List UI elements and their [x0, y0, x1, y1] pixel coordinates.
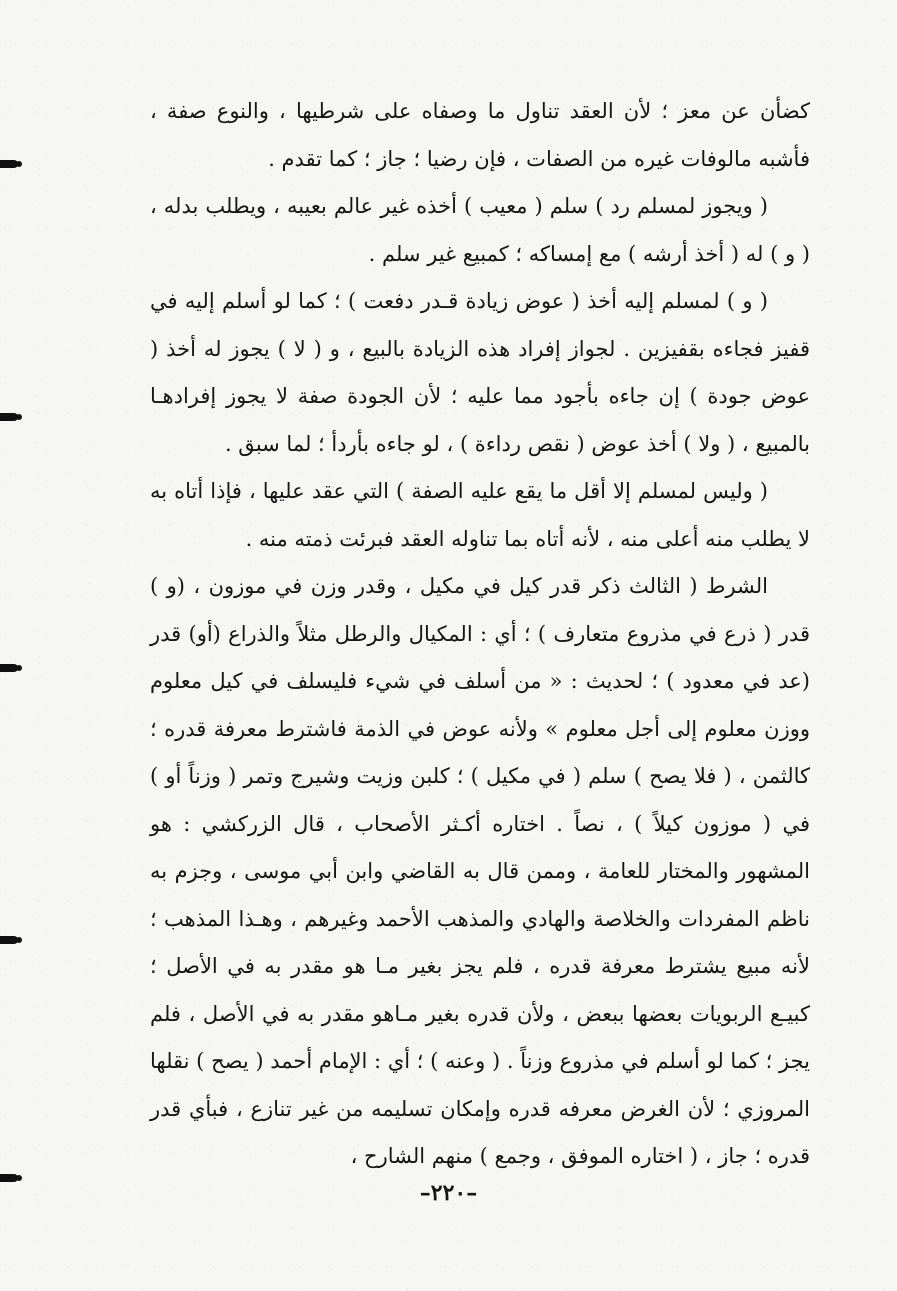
paragraph: ( وليس لمسلم إلا أقل ما يقع عليه الصفة ) التي عقد عليها ، فإذا أتاه به لا يطلب منه أعلى منه ، لأنه أتاه بما تناوله العقد فبرئت ذمته منه . [150, 479, 810, 551]
page-number: –٢٢٠– [419, 1180, 478, 1206]
body-text [150, 88, 810, 1181]
margin-tab-mark [0, 160, 18, 168]
paragraph: ( ويجوز لمسلم رد ) سلم ( معيب ) أخذه غير عالم بعيبه ، ويطلب بدله ، ( و ) له ( أخذ أرشه ) مع إمساكه ؛ كمبيع غير سلم . [150, 194, 810, 266]
margin-tab-mark [0, 664, 18, 672]
paragraph: الشرط ( الثالث ذكر قدر كيل في مكيل ، وقدر وزن في موزون ، (و ) قدر ( ذرع في مذروع متعارف ) ؛ أي : المكيال والرطل مثلاً والذراع (أو) قدر (عد في معدود ) ؛ لحديث : « من أسلف في شيء فليسلف في كيل معلوم ووزن معلوم إلى أجل معلوم » ولأنه عوض في الذمة فاشترط معرفة قدره ؛ كالثمن ، ( فلا يصح ) سلم ( في مكيل ) ؛ كلبن وزيت وشيرج وتمر ( وزناً أو ) في ( موزون كيلاً ) ، نصاً . اختاره أكـثر الأصحاب ، قال الزركشي : هو المشهور والمختار للعامة ، وممن قال به القاضي وابن أبي موسى ، وجزم به ناظم المفردات والخلاصة والهادي والمذهب الأحمد وغيرهم ، وهـذا المذهب ؛ لأنه مبيع يشترط معرفة قدره ، فلم يجز بغير مـا هو مقدر به في الأصل ؛ كبيـع الربويات بعضها ببعض ، ولأن قدره بغير مـاهو مقدر به في الأصل ، فلم يجز ؛ كما لو أسلم في مذروع وزناً . ( وعنه ) ؛ أي : الإمام أحمد ( يصح ) نقلها المروزي ؛ لأن الغرض معرفه قدره وإمكان تسليمه من غير تنازع ، فبأي قدر قدره ؛ جاز ، ( اختاره الموفق ، وجمع ) منهم الشارح ، [150, 574, 810, 1168]
paragraph: ( و ) لمسلم إليه أخذ ( عوض زيادة قـدر دفعت ) ؛ كما لو أسلم إليه في قفيز فجاءه بقفيزين . لجواز إفراد هذه الزيادة بالبيع ، و ( لا ) يجوز له أخذ ( عوض جودة ) إن جاءه بأجود مما عليه ؛ لأن الجودة صفة لا يجوز إفرادهـا بالمبيع ، ( ولا ) أخذ عوض ( نقص رداءة ) ، لو جاءه بأردأ ؛ لما سبق . [150, 289, 810, 456]
paragraph: كضأن عن معز ؛ لأن العقد تناول ما وصفاه على شرطيها ، والنوع صفة ، فأشبه مالوفات غيره من الصفات ، فإن رضيا ؛ جاز ؛ كما تقدم . [150, 99, 810, 171]
margin-tab-mark [0, 936, 18, 944]
margin-tab-mark [0, 413, 18, 421]
